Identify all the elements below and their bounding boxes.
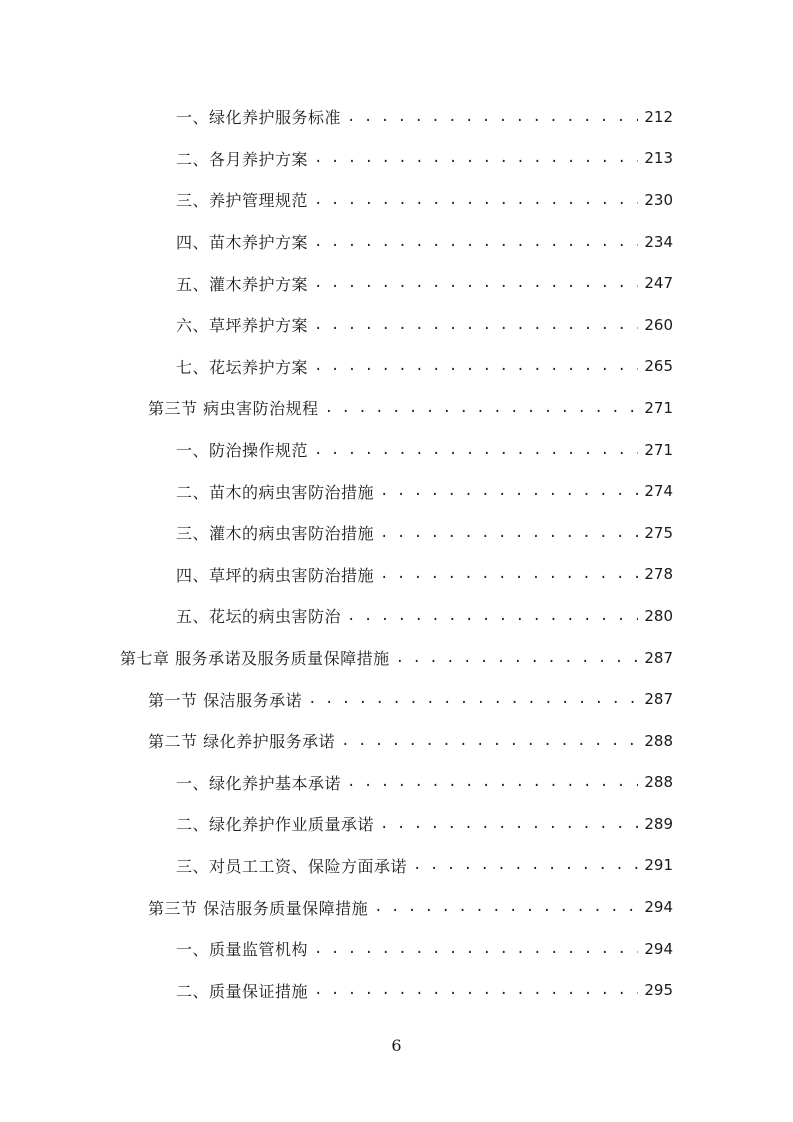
toc-dot-leader bbox=[314, 358, 638, 374]
toc-entry-page: 247 bbox=[644, 274, 673, 293]
toc-entry-title: 七、花坛养护方案 bbox=[176, 357, 309, 377]
toc-entry[interactable] bbox=[0, 554, 793, 596]
toc-entry-page: 287 bbox=[644, 690, 673, 709]
toc-entry-title: 二、绿化养护作业质量承诺 bbox=[176, 815, 375, 835]
toc-entry-page: 260 bbox=[644, 315, 673, 334]
toc-entry-page: 280 bbox=[644, 606, 673, 625]
toc-dot-leader bbox=[396, 650, 639, 666]
toc-entry[interactable] bbox=[0, 928, 793, 970]
toc-entry-title: 二、质量保证措施 bbox=[176, 981, 309, 1001]
toc-entry-title: 三、灌木的病虫害防治措施 bbox=[176, 524, 375, 544]
toc-entry-title: 三、养护管理规范 bbox=[176, 191, 309, 211]
toc-entry-page: 294 bbox=[644, 939, 673, 958]
toc-dot-leader bbox=[314, 150, 638, 166]
toc-dot-leader bbox=[380, 816, 638, 832]
toc-entry[interactable] bbox=[0, 886, 793, 928]
toc-entry-page: 295 bbox=[644, 981, 673, 1000]
page-number: 6 bbox=[391, 1036, 402, 1055]
toc-entry[interactable] bbox=[0, 595, 793, 637]
toc-dot-leader bbox=[314, 234, 638, 250]
toc-dot-leader bbox=[347, 608, 638, 624]
toc-entry-page: 271 bbox=[644, 398, 673, 417]
toc-entry-title: 一、质量监管机构 bbox=[176, 940, 309, 960]
toc-entry-page: 213 bbox=[644, 149, 673, 168]
toc-entry-page: 294 bbox=[644, 898, 673, 917]
toc-dot-leader bbox=[413, 857, 638, 873]
toc-entry[interactable] bbox=[0, 387, 793, 429]
toc-entry[interactable] bbox=[0, 262, 793, 304]
toc-dot-leader bbox=[347, 774, 638, 790]
toc-dot-leader bbox=[314, 941, 638, 957]
toc-entry-title: 一、绿化养护服务标准 bbox=[176, 108, 342, 128]
toc-entry-title: 二、各月养护方案 bbox=[176, 149, 309, 169]
toc-entry[interactable] bbox=[0, 429, 793, 471]
toc-entry-title: 一、绿化养护基本承诺 bbox=[176, 773, 342, 793]
toc-entry-page: 275 bbox=[644, 523, 673, 542]
toc-entry[interactable] bbox=[0, 637, 793, 679]
toc-entry-title: 四、草坪的病虫害防治措施 bbox=[176, 565, 375, 585]
toc-entry-title: 五、灌木养护方案 bbox=[176, 274, 309, 294]
toc-dot-leader bbox=[380, 566, 638, 582]
toc-dot-leader bbox=[347, 109, 638, 125]
toc-dot-leader bbox=[325, 400, 639, 416]
toc-entry-title: 三、对员工工资、保险方面承诺 bbox=[176, 856, 408, 876]
toc-entry-title: 第三节 保洁服务质量保障措施 bbox=[148, 898, 369, 918]
toc-dot-leader bbox=[314, 982, 638, 998]
toc-entry[interactable] bbox=[0, 678, 793, 720]
toc-entry-title: 第二节 绿化养护服务承诺 bbox=[148, 732, 336, 752]
toc-entry-page: 291 bbox=[644, 856, 673, 875]
toc-entry-page: 274 bbox=[644, 482, 673, 501]
toc-entry-title: 五、花坛的病虫害防治 bbox=[176, 607, 342, 627]
toc-entry-page: 288 bbox=[644, 773, 673, 792]
toc-entry-page: 234 bbox=[644, 232, 673, 251]
toc-entry-page: 289 bbox=[644, 814, 673, 833]
toc-entry-title: 二、苗木的病虫害防治措施 bbox=[176, 482, 375, 502]
toc-entry-title: 四、苗木养护方案 bbox=[176, 233, 309, 253]
toc-entry[interactable] bbox=[0, 138, 793, 180]
toc-dot-leader bbox=[314, 275, 638, 291]
toc-entry[interactable] bbox=[0, 346, 793, 388]
toc-entry[interactable] bbox=[0, 512, 793, 554]
toc-dot-leader bbox=[380, 525, 638, 541]
toc-entry-title: 六、草坪养护方案 bbox=[176, 316, 309, 336]
toc-dot-leader bbox=[341, 733, 638, 749]
toc-entry-page: 265 bbox=[644, 357, 673, 376]
toc-dot-leader bbox=[314, 317, 638, 333]
toc-entry-page: 278 bbox=[644, 565, 673, 584]
toc-dot-leader bbox=[380, 483, 638, 499]
toc-entry-page: 212 bbox=[644, 107, 673, 126]
toc-entry[interactable] bbox=[0, 96, 793, 138]
toc-entry-page: 287 bbox=[644, 648, 673, 667]
toc-entry-page: 288 bbox=[644, 731, 673, 750]
toc-entry[interactable] bbox=[0, 179, 793, 221]
toc-entry-title: 一、防治操作规范 bbox=[176, 441, 309, 461]
toc-dot-leader bbox=[308, 691, 638, 707]
toc-entry-title: 第三节 病虫害防治规程 bbox=[148, 399, 319, 419]
toc-dot-leader bbox=[314, 192, 638, 208]
toc-entry[interactable] bbox=[0, 304, 793, 346]
toc-entry[interactable] bbox=[0, 845, 793, 887]
toc-dot-leader bbox=[314, 442, 638, 458]
toc-dot-leader bbox=[374, 899, 638, 915]
table-of-contents bbox=[0, 96, 793, 1011]
toc-entry-title: 第七章 服务承诺及服务质量保障措施 bbox=[120, 649, 390, 669]
toc-entry-title: 第一节 保洁服务承诺 bbox=[148, 690, 303, 710]
toc-entry[interactable] bbox=[0, 803, 793, 845]
toc-entry[interactable] bbox=[0, 470, 793, 512]
toc-entry-page: 230 bbox=[644, 190, 673, 209]
toc-entry[interactable] bbox=[0, 969, 793, 1011]
toc-entry-page: 271 bbox=[644, 440, 673, 459]
toc-entry[interactable] bbox=[0, 720, 793, 762]
toc-entry[interactable] bbox=[0, 762, 793, 804]
toc-entry[interactable] bbox=[0, 221, 793, 263]
